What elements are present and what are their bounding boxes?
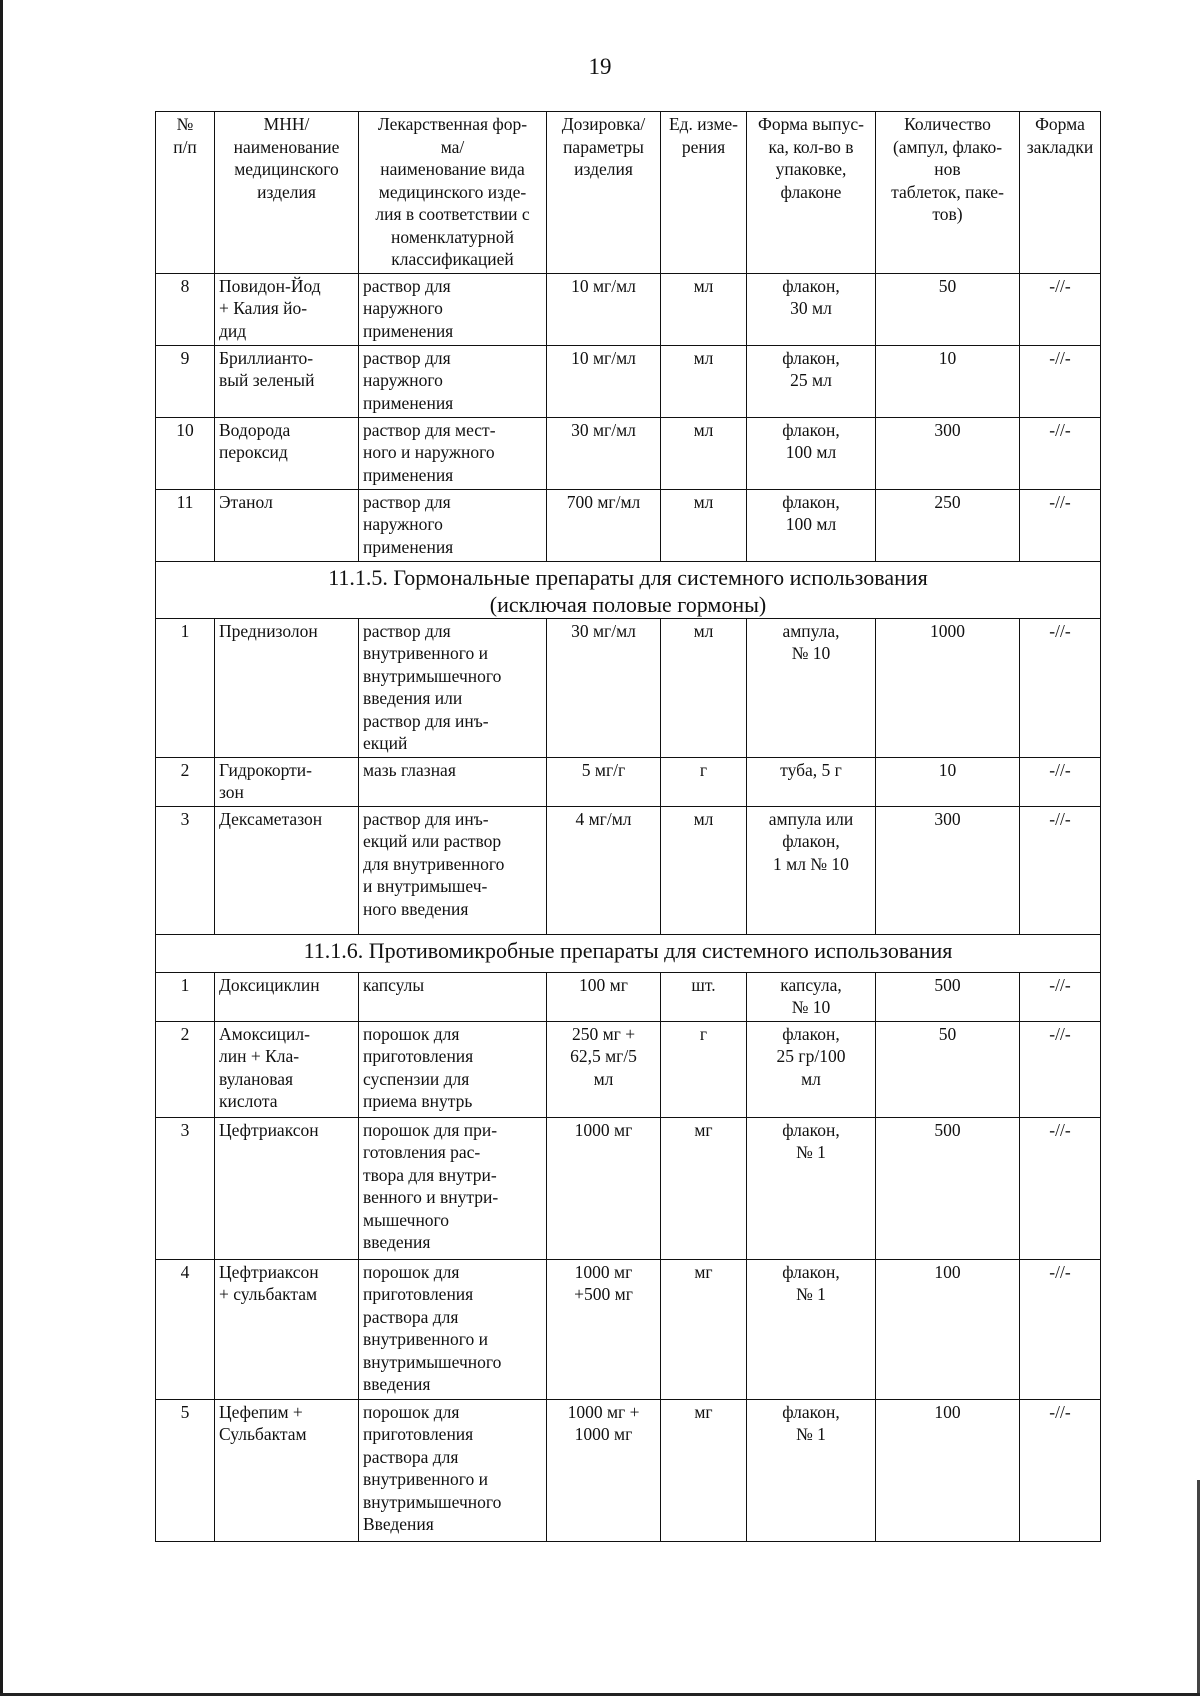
- cell-bookmark-form: [1020, 489, 1101, 561]
- cell-quantity-text: 50: [938, 1023, 957, 1044]
- cell-bookmark-form: [1020, 1259, 1101, 1399]
- cell-dosage: [547, 345, 661, 417]
- cell-unit: [661, 1259, 747, 1399]
- table-row: [156, 1399, 1101, 1541]
- cell-quantity: [876, 972, 1020, 1021]
- cell-release-form: [747, 757, 876, 806]
- cell-bookmark-form: [1020, 417, 1101, 489]
- cell-dosage-text: 4 мг/мл: [575, 808, 632, 829]
- cell-quantity: [876, 489, 1020, 561]
- cell-unit-text: мл: [693, 808, 714, 829]
- cell-bookmark-form-text: -//-: [1049, 759, 1071, 780]
- cell-form-text: порошок для приготовления суспензии для приема внутрь: [363, 1023, 474, 1111]
- cell-quantity-text: 10: [938, 347, 957, 368]
- cell-name-text: Доксициклин: [219, 974, 320, 995]
- cell-unit-text: мл: [693, 419, 714, 440]
- cell-dosage: [547, 618, 661, 757]
- cell-number: [156, 1399, 215, 1541]
- cell-number: [156, 1021, 215, 1117]
- cell-release-form-text: флакон, 25 гр/100 мл: [776, 1023, 846, 1089]
- cell-quantity-text: 100: [934, 1401, 961, 1422]
- cell-name-text: Амоксицил- лин + Кла- вулановая кислота: [219, 1023, 310, 1111]
- table-body: [156, 273, 1101, 1541]
- table-row: [156, 345, 1101, 417]
- table-row: [156, 489, 1101, 561]
- cell-release-form-text: флакон, 30 мл: [782, 275, 840, 318]
- cell-dosage-text: 30 мг/мл: [571, 620, 636, 641]
- cell-form-text: капсулы: [363, 974, 425, 995]
- cell-bookmark-form: [1020, 273, 1101, 345]
- cell-number-text: 8: [180, 275, 190, 296]
- cell-unit: [661, 1021, 747, 1117]
- cell-form: [359, 345, 547, 417]
- cell-release-form: [747, 1259, 876, 1399]
- cell-bookmark-form-text: -//-: [1049, 1023, 1071, 1044]
- cell-release-form-text: флакон, № 1: [782, 1119, 840, 1162]
- cell-number-text: 3: [180, 1119, 190, 1140]
- table-row: [156, 806, 1101, 934]
- cell-name: [215, 618, 359, 757]
- cell-dosage: [547, 489, 661, 561]
- cell-name: [215, 972, 359, 1021]
- cell-dosage: [547, 273, 661, 345]
- cell-name: [215, 1399, 359, 1541]
- cell-dosage-text: 100 мг: [579, 974, 628, 995]
- cell-release-form: [747, 273, 876, 345]
- cell-number-text: 3: [180, 808, 190, 829]
- cell-number: [156, 618, 215, 757]
- cell-form: [359, 618, 547, 757]
- cell-release-form-text: флакон, № 1: [782, 1401, 840, 1444]
- cell-name-text: Цефтриаксон: [219, 1119, 319, 1140]
- table-header-row: [156, 112, 1101, 274]
- cell-bookmark-form: [1020, 1117, 1101, 1259]
- cell-number: [156, 345, 215, 417]
- cell-form-text: раствор для наружного применения: [363, 275, 454, 341]
- table-row: [156, 1117, 1101, 1259]
- cell-bookmark-form-text: -//-: [1049, 974, 1071, 995]
- column-header-bookmark-form: Форма закладки: [1020, 112, 1101, 274]
- cell-number: [156, 972, 215, 1021]
- cell-name-text: Водорода пероксид: [219, 419, 291, 462]
- cell-unit-text: г: [699, 1023, 708, 1044]
- cell-quantity-text: 50: [938, 275, 957, 296]
- table-row: [156, 1021, 1101, 1117]
- cell-bookmark-form-text: -//-: [1049, 1261, 1071, 1282]
- cell-quantity-text: 300: [934, 419, 961, 440]
- cell-name: [215, 806, 359, 934]
- cell-form: [359, 806, 547, 934]
- column-header-dosage: Дозировка/ параметры изделия: [547, 112, 661, 274]
- cell-form: [359, 417, 547, 489]
- cell-form-text: раствор для наружного применения: [363, 347, 454, 413]
- medication-table: [155, 111, 1101, 1542]
- cell-name: [215, 489, 359, 561]
- cell-form-text: раствор для инъ- екций или раствор для внутривенного и внутримышеч- ного введения: [363, 808, 505, 919]
- cell-release-form: [747, 489, 876, 561]
- cell-release-form-text: ампула, № 10: [782, 620, 840, 663]
- cell-quantity: [876, 1259, 1020, 1399]
- column-header-unit: Ед. изме- рения: [661, 112, 747, 274]
- cell-name-text: Цефепим + Сульбактам: [219, 1401, 307, 1444]
- cell-form-text: порошок для при- готовления рас- твора для внутри- венного и внутри- мышечного введения: [363, 1119, 499, 1252]
- cell-quantity: [876, 1117, 1020, 1259]
- cell-bookmark-form: [1020, 1399, 1101, 1541]
- cell-bookmark-form: [1020, 757, 1101, 806]
- cell-release-form-text: капсула, № 10: [780, 974, 842, 1017]
- cell-release-form-text: туба, 5 г: [780, 759, 842, 780]
- cell-number-text: 1: [180, 620, 190, 641]
- cell-form-text: раствор для наружного применения: [363, 491, 454, 557]
- cell-release-form: [747, 1117, 876, 1259]
- cell-bookmark-form-text: -//-: [1049, 1401, 1071, 1422]
- cell-form: [359, 1399, 547, 1541]
- cell-dosage-text: 5 мг/г: [581, 759, 626, 780]
- cell-form-text: порошок для приготовления раствора для внутривенного и внутримышечного введения: [363, 1261, 502, 1394]
- cell-unit: [661, 273, 747, 345]
- table-row: [156, 618, 1101, 757]
- cell-bookmark-form: [1020, 1021, 1101, 1117]
- cell-unit-text: мг: [694, 1401, 713, 1422]
- cell-number-text: 11: [176, 491, 194, 512]
- cell-number: [156, 806, 215, 934]
- cell-number: [156, 417, 215, 489]
- cell-bookmark-form-text: -//-: [1049, 620, 1071, 641]
- cell-unit-text: мг: [694, 1261, 713, 1282]
- cell-quantity-text: 500: [934, 974, 961, 995]
- cell-unit: [661, 1117, 747, 1259]
- cell-name: [215, 345, 359, 417]
- cell-quantity: [876, 618, 1020, 757]
- cell-unit-text: мл: [693, 620, 714, 641]
- section-heading-row: [156, 934, 1101, 972]
- column-header-name: МНН/ наименование медицинского изделия: [215, 112, 359, 274]
- cell-number-text: 1: [180, 974, 190, 995]
- cell-number: [156, 757, 215, 806]
- column-header-number: № п/п: [156, 112, 215, 274]
- cell-release-form: [747, 345, 876, 417]
- cell-name-text: Цефтриаксон + сульбактам: [219, 1261, 319, 1304]
- cell-release-form-text: флакон, 25 мл: [782, 347, 840, 390]
- cell-form: [359, 757, 547, 806]
- cell-form-text: порошок для приготовления раствора для внутривенного и внутримышечного Введения: [363, 1401, 502, 1534]
- cell-unit-text: г: [699, 759, 708, 780]
- scan-edge-left: [0, 0, 3, 1696]
- cell-unit: [661, 1399, 747, 1541]
- cell-name: [215, 757, 359, 806]
- section-title: 11.1.6. Противомикробные препараты для системного использования: [303, 937, 953, 963]
- table-row: [156, 273, 1101, 345]
- column-header-release-form: Форма выпус- ка, кол-во в упаковке, флаконе: [747, 112, 876, 274]
- cell-name-text: Преднизолон: [219, 620, 318, 641]
- cell-number: [156, 489, 215, 561]
- cell-dosage: [547, 1021, 661, 1117]
- cell-release-form-text: флакон, 100 мл: [782, 491, 840, 534]
- section-heading: [156, 561, 1101, 618]
- cell-bookmark-form: [1020, 972, 1101, 1021]
- cell-bookmark-form: [1020, 345, 1101, 417]
- cell-form: [359, 489, 547, 561]
- cell-number: [156, 1259, 215, 1399]
- cell-dosage: [547, 1117, 661, 1259]
- cell-unit: [661, 972, 747, 1021]
- table-row: [156, 972, 1101, 1021]
- cell-bookmark-form-text: -//-: [1049, 275, 1071, 296]
- cell-quantity: [876, 273, 1020, 345]
- cell-number: [156, 273, 215, 345]
- cell-number-text: 5: [180, 1401, 190, 1422]
- cell-name-text: Дексаметазон: [219, 808, 323, 829]
- cell-dosage-text: 1000 мг + 1000 мг: [567, 1401, 640, 1444]
- cell-dosage-text: 1000 мг +500 мг: [574, 1261, 633, 1304]
- cell-release-form: [747, 618, 876, 757]
- table-row: [156, 1259, 1101, 1399]
- cell-quantity-text: 10: [938, 759, 957, 780]
- cell-form: [359, 1021, 547, 1117]
- cell-name: [215, 417, 359, 489]
- cell-name-text: Повидон-Йод + Калия йо- дид: [219, 275, 321, 341]
- section-heading: [156, 934, 1101, 972]
- cell-number-text: 2: [180, 759, 190, 780]
- cell-unit: [661, 806, 747, 934]
- cell-quantity: [876, 806, 1020, 934]
- cell-bookmark-form: [1020, 806, 1101, 934]
- cell-release-form: [747, 1399, 876, 1541]
- cell-release-form: [747, 972, 876, 1021]
- table-row: [156, 417, 1101, 489]
- cell-number-text: 10: [176, 419, 194, 440]
- cell-form: [359, 273, 547, 345]
- cell-quantity-text: 300: [934, 808, 961, 829]
- page-number: 19: [588, 54, 612, 79]
- cell-release-form: [747, 806, 876, 934]
- cell-unit-text: мл: [693, 347, 714, 368]
- cell-quantity-text: 1000: [930, 620, 965, 641]
- cell-release-form-text: флакон, 100 мл: [782, 419, 840, 462]
- cell-unit: [661, 757, 747, 806]
- cell-form-text: раствор для мест- ного и наружного применения: [363, 419, 496, 485]
- cell-unit: [661, 417, 747, 489]
- cell-dosage: [547, 1399, 661, 1541]
- cell-bookmark-form-text: -//-: [1049, 419, 1071, 440]
- cell-dosage: [547, 806, 661, 934]
- cell-quantity: [876, 1399, 1020, 1541]
- cell-quantity: [876, 345, 1020, 417]
- cell-quantity-text: 100: [934, 1261, 961, 1282]
- cell-dosage-text: 30 мг/мл: [571, 419, 636, 440]
- cell-quantity: [876, 417, 1020, 489]
- cell-name-text: Бриллианто- вый зеленый: [219, 347, 315, 390]
- cell-number-text: 4: [180, 1261, 190, 1282]
- cell-unit-text: мл: [693, 491, 714, 512]
- cell-dosage-text: 1000 мг: [574, 1119, 633, 1140]
- cell-name: [215, 1259, 359, 1399]
- cell-dosage-text: 250 мг + 62,5 мг/5 мл: [570, 1023, 637, 1089]
- cell-bookmark-form: [1020, 618, 1101, 757]
- column-header-form: Лекарственная фор- ма/ наименование вида медицинского изде- лия в соответствии с номенклатурной классификацией: [359, 112, 547, 274]
- cell-unit: [661, 618, 747, 757]
- section-title: 11.1.5. Гормональные препараты для системного использования (исключая половые гормоны): [328, 564, 928, 617]
- cell-number-text: 9: [180, 347, 190, 368]
- cell-quantity: [876, 757, 1020, 806]
- cell-quantity: [876, 1021, 1020, 1117]
- cell-bookmark-form-text: -//-: [1049, 491, 1071, 512]
- cell-dosage-text: 10 мг/мл: [571, 275, 636, 296]
- cell-form: [359, 972, 547, 1021]
- cell-unit: [661, 489, 747, 561]
- cell-name: [215, 273, 359, 345]
- cell-unit-text: шт.: [691, 974, 716, 995]
- section-heading-row: [156, 561, 1101, 618]
- cell-dosage: [547, 1259, 661, 1399]
- cell-release-form-text: флакон, № 1: [782, 1261, 840, 1304]
- cell-dosage-text: 700 мг/мл: [566, 491, 641, 512]
- cell-name-text: Этанол: [219, 491, 273, 512]
- cell-form: [359, 1259, 547, 1399]
- cell-form: [359, 1117, 547, 1259]
- cell-form-text: мазь глазная: [363, 759, 456, 780]
- cell-number: [156, 1117, 215, 1259]
- column-header-quantity: Количество (ампул, флако- нов таблеток, паке- тов): [876, 112, 1020, 274]
- cell-release-form-text: ампула или флакон, 1 мл № 10: [768, 808, 854, 874]
- cell-bookmark-form-text: -//-: [1049, 347, 1071, 368]
- cell-bookmark-form-text: -//-: [1049, 808, 1071, 829]
- cell-dosage: [547, 417, 661, 489]
- cell-release-form: [747, 417, 876, 489]
- cell-number-text: 2: [180, 1023, 190, 1044]
- cell-name: [215, 1021, 359, 1117]
- cell-unit-text: мг: [694, 1119, 713, 1140]
- cell-form-text: раствор для внутривенного и внутримышечного введения или раствор для инъ- екций: [363, 620, 502, 753]
- cell-name-text: Гидрокорти- зон: [219, 759, 312, 802]
- cell-quantity-text: 500: [934, 1119, 961, 1140]
- cell-bookmark-form-text: -//-: [1049, 1119, 1071, 1140]
- cell-dosage-text: 10 мг/мл: [571, 347, 636, 368]
- cell-dosage: [547, 757, 661, 806]
- table-row: [156, 757, 1101, 806]
- cell-unit: [661, 345, 747, 417]
- cell-dosage: [547, 972, 661, 1021]
- cell-unit-text: мл: [693, 275, 714, 296]
- cell-quantity-text: 250: [934, 491, 961, 512]
- cell-release-form: [747, 1021, 876, 1117]
- cell-name: [215, 1117, 359, 1259]
